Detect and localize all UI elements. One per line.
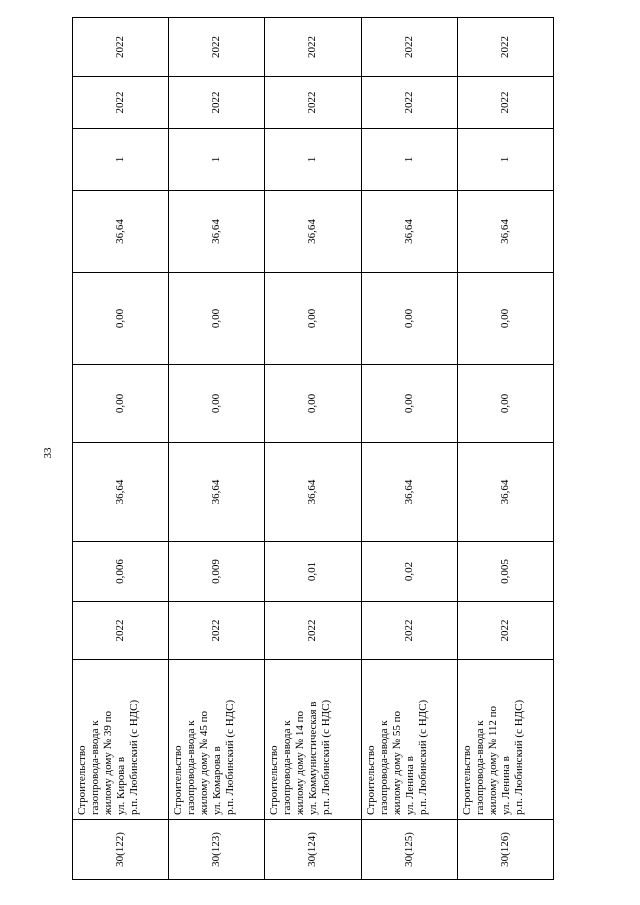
- rotated-table-wrapper: [72, 28, 554, 880]
- row-length: 0,01: [265, 542, 361, 602]
- row-year: 2022: [361, 602, 457, 660]
- row-cost-total: 36,64: [265, 443, 361, 542]
- row-year-end: 2022: [73, 18, 169, 77]
- row-cost-total: 36,64: [457, 443, 553, 542]
- row-year: 2022: [265, 602, 361, 660]
- row-length: 0,005: [457, 542, 553, 602]
- investment-table: [72, 17, 554, 880]
- row-cost-2: 36,64: [265, 191, 361, 273]
- row-year-end: 2022: [457, 18, 553, 77]
- row-year-start: 2022: [169, 77, 265, 129]
- row-code: 30(125): [361, 820, 457, 880]
- row-cost-total: 36,64: [169, 443, 265, 542]
- row-count: 1: [73, 129, 169, 191]
- row-value-2: 0,00: [73, 273, 169, 365]
- row-value-2: 0,00: [457, 273, 553, 365]
- row-year-end: 2022: [169, 18, 265, 77]
- row-year: 2022: [457, 602, 553, 660]
- row-cost-2: 36,64: [457, 191, 553, 273]
- row-year: 2022: [73, 602, 169, 660]
- row-name: Строительство газопровода-ввода к жилому дому № 14 по ул. Коммунистическая в р.п. Любинский (с НДС): [265, 660, 361, 820]
- row-value-1: 0,00: [73, 365, 169, 443]
- page-number: 33: [42, 447, 54, 459]
- row-count: 1: [457, 129, 553, 191]
- row-year-start: 2022: [361, 77, 457, 129]
- row-value-2: 0,00: [361, 273, 457, 365]
- table-row: [73, 18, 169, 880]
- row-value-2: 0,00: [265, 273, 361, 365]
- row-length: 0,006: [73, 542, 169, 602]
- row-value-1: 0,00: [265, 365, 361, 443]
- row-value-2: 0,00: [169, 273, 265, 365]
- row-name: Строительство газопровода-ввода к жилому дому № 55 по ул. Ленина в р.п. Любинский (с НДС): [361, 660, 457, 820]
- row-code: 30(126): [457, 820, 553, 880]
- row-code: 30(123): [169, 820, 265, 880]
- row-cost-2: 36,64: [73, 191, 169, 273]
- row-code: 30(124): [265, 820, 361, 880]
- row-name: Строительство газопровода-ввода к жилому дому № 39 по ул. Кирова в р.п. Любинский (с НДС): [73, 660, 169, 820]
- row-year-start: 2022: [265, 77, 361, 129]
- table-row: [169, 18, 265, 880]
- row-count: 1: [265, 129, 361, 191]
- row-value-1: 0,00: [361, 365, 457, 443]
- row-year-start: 2022: [457, 77, 553, 129]
- row-name: Строительство газопровода-ввода к жилому дому № 45 по ул. Комарова в р.п. Любинский (с НДС): [169, 660, 265, 820]
- table-row: [361, 18, 457, 880]
- row-cost-2: 36,64: [169, 191, 265, 273]
- table-row: [457, 18, 553, 880]
- row-count: 1: [361, 129, 457, 191]
- row-name: Строительство газопровода-ввода к жилому дому № 112 по ул. Ленина в р.п. Любинский (с НДС): [457, 660, 553, 820]
- table-row: [265, 18, 361, 880]
- row-year-start: 2022: [73, 77, 169, 129]
- row-year-end: 2022: [361, 18, 457, 77]
- row-year-end: 2022: [265, 18, 361, 77]
- row-year: 2022: [169, 602, 265, 660]
- row-length: 0,009: [169, 542, 265, 602]
- row-value-1: 0,00: [169, 365, 265, 443]
- row-length: 0,02: [361, 542, 457, 602]
- row-count: 1: [169, 129, 265, 191]
- row-code: 30(122): [73, 820, 169, 880]
- row-cost-2: 36,64: [361, 191, 457, 273]
- row-value-1: 0,00: [457, 365, 553, 443]
- row-cost-total: 36,64: [73, 443, 169, 542]
- row-cost-total: 36,64: [361, 443, 457, 542]
